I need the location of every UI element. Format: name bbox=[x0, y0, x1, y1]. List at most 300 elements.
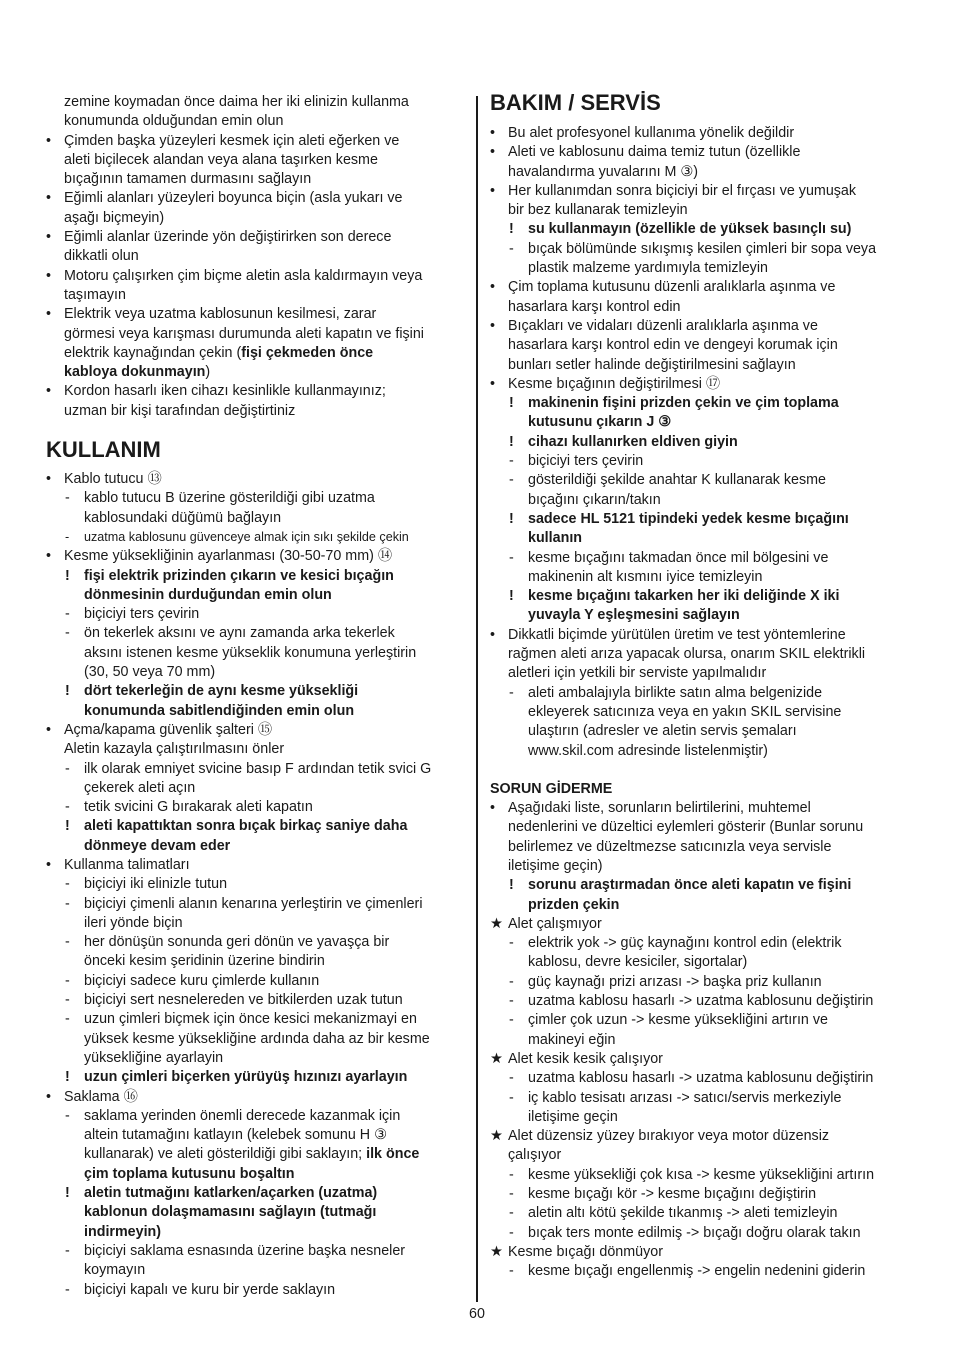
list-line bbox=[46, 267, 466, 286]
line-text: çim toplama kutusunu boşaltın bbox=[84, 1165, 295, 1182]
bullet-marker: • bbox=[46, 383, 52, 400]
line-text: aksını istenen kesme yükseklik konumuna yerleştirin bbox=[84, 644, 417, 661]
list-line bbox=[490, 220, 920, 239]
line-text: www.skil.com adresinde listelenmiştir) bbox=[528, 742, 768, 759]
line-text: çimler çok uzun -> kesme yüksekliğini artırın ve bbox=[528, 1012, 828, 1029]
dash-marker: - bbox=[65, 876, 70, 893]
line-text: ilk olarak emniyet svicine basıp F ardından tetik svici G bbox=[84, 760, 432, 777]
list-line bbox=[46, 624, 466, 643]
line-text: yuvayla Y eşleşmesini sağlayın bbox=[528, 607, 740, 624]
line-text: plastik malzeme yardımıyla temizleyin bbox=[528, 260, 768, 277]
line-text: çekerek aleti açın bbox=[84, 779, 196, 796]
bullet-marker: • bbox=[490, 279, 496, 296]
list-line bbox=[490, 626, 920, 645]
dash-marker: - bbox=[509, 1205, 514, 1222]
list-line bbox=[46, 856, 466, 875]
dash-marker: - bbox=[509, 549, 514, 566]
list-line bbox=[490, 124, 920, 143]
list-line bbox=[46, 952, 466, 971]
list-line bbox=[46, 1030, 466, 1049]
list-line bbox=[46, 528, 466, 547]
list-line bbox=[490, 529, 920, 548]
line-text: biçiciyi saklama esnasında üzerine başka nesneler bbox=[84, 1242, 406, 1259]
line-text: dönmeye devam eder bbox=[84, 837, 231, 854]
list-line bbox=[46, 151, 466, 170]
line-text: iletişime geçin) bbox=[508, 857, 603, 874]
line-text: Saklama ⑯ bbox=[64, 1088, 138, 1105]
list-line bbox=[490, 471, 920, 490]
list-line bbox=[46, 933, 466, 952]
list-line bbox=[46, 344, 466, 363]
bullet-marker: • bbox=[490, 144, 496, 161]
list-line bbox=[490, 992, 920, 1011]
list-line bbox=[490, 549, 920, 568]
list-line bbox=[46, 209, 466, 228]
list-line bbox=[46, 489, 466, 508]
list-line bbox=[46, 1281, 466, 1300]
dash-marker: - bbox=[65, 490, 70, 507]
bullet-marker: • bbox=[46, 548, 52, 565]
line-text: saklama yerinden önemli derecede kazanmak için bbox=[84, 1107, 401, 1124]
list-line bbox=[490, 1050, 920, 1069]
list-line bbox=[490, 915, 920, 934]
line-text: belirlemez ve düzeltmezse satıcınızla veya servisle bbox=[508, 838, 832, 855]
bullet-marker: • bbox=[46, 471, 52, 488]
line-text-tail: ) bbox=[205, 364, 211, 381]
list-line bbox=[490, 645, 920, 664]
line-text: Alet çalışmıyor bbox=[508, 915, 602, 932]
line-text: Alet düzensiz yüzey bırakıyor veya motor düzensiz bbox=[508, 1128, 830, 1145]
list-line bbox=[46, 1165, 466, 1184]
line-text: elektrik kaynağından çekin ( bbox=[64, 344, 242, 361]
list-line bbox=[46, 112, 466, 131]
section-heading-bakim-servis: BAKIM / SERVİS bbox=[490, 90, 661, 115]
list-line bbox=[46, 895, 466, 914]
line-text: sadece HL 5121 tipindeki yedek kesme bıçağını bbox=[528, 510, 849, 527]
line-text: kesme bıçağı kör -> kesme bıçağını değiştirin bbox=[528, 1186, 817, 1203]
list-line bbox=[490, 240, 920, 259]
line-text: rağmen aleti arıza yapacak olursa, onarım SKIL elektrikli bbox=[508, 646, 866, 663]
line-text: kablonun dolaşmamasını sağlayın (tutmağı bbox=[84, 1204, 377, 1221]
line-text: dikkatli olun bbox=[64, 248, 139, 265]
line-text: Bıçakları ve vidaları düzenli aralıklarla aşınma ve bbox=[508, 317, 818, 334]
line-text: tetik svicini G bırakarak aleti kapatın bbox=[84, 799, 313, 816]
line-text: Dikkatli biçimde yürütülen üretim ve test yöntemlerine bbox=[508, 626, 846, 643]
line-text: gösterildiği şekilde anahtar K kullanarak kesme bbox=[528, 472, 827, 489]
list-line bbox=[490, 433, 920, 452]
bullet-marker: • bbox=[46, 1088, 52, 1105]
warning-marker: ! bbox=[65, 818, 70, 835]
warning-marker: ! bbox=[509, 588, 514, 605]
line-text: bıçak bölümünde sıkışmış kesilen çimleri bir sopa veya bbox=[528, 240, 877, 257]
line-text: uzun çimleri biçmek için önce kesici mekanizmayi en bbox=[84, 1011, 417, 1028]
list-line bbox=[490, 1069, 920, 1088]
list-line bbox=[46, 798, 466, 817]
list-line bbox=[490, 896, 920, 915]
list-line bbox=[46, 402, 466, 421]
list-line bbox=[490, 568, 920, 587]
dash-marker: - bbox=[65, 1011, 70, 1028]
line-text: Aleti ve kablosunu daima temiz tutun (özellikle bbox=[508, 144, 801, 161]
list-line bbox=[490, 452, 920, 471]
list-line bbox=[490, 1146, 920, 1165]
list-line bbox=[46, 740, 466, 759]
line-text: uzatma kablosu hasarlı -> uzatma kablosunu değiştirin bbox=[528, 993, 874, 1010]
line-text: Her kullanımdan sonra biçiciyi bir el fırçası ve yumuşak bbox=[508, 182, 857, 199]
line-text: kesme yüksekliği çok kısa -> kesme yüksekliğini artırın bbox=[528, 1166, 875, 1183]
line-text: uzman bir kişi tarafından değiştirtiniz bbox=[64, 402, 296, 419]
line-text: Bu alet profesyonel kullanıma yönelik değildir bbox=[508, 125, 795, 141]
list-line bbox=[46, 170, 466, 189]
list-line bbox=[46, 972, 466, 991]
dash-marker: - bbox=[65, 606, 70, 623]
dash-marker: - bbox=[65, 972, 70, 989]
list-line bbox=[490, 1089, 920, 1108]
list-line bbox=[490, 1031, 920, 1050]
line-text: aşağı biçmeyin) bbox=[64, 209, 165, 226]
list-line bbox=[490, 298, 920, 317]
line-text: Çimden başka yüzeyleri kesmek için aleti eğerken ve bbox=[64, 132, 400, 149]
list-line bbox=[46, 567, 466, 586]
bullet-marker: • bbox=[46, 721, 52, 738]
line-text: bir bez kullanarak temizleyin bbox=[508, 202, 688, 219]
list-line bbox=[490, 182, 920, 201]
line-text: aletin altı kötü şekilde tıkanmış -> aleti temizleyin bbox=[528, 1205, 838, 1222]
line-text: indirmeyin) bbox=[84, 1223, 162, 1240]
dash-marker: - bbox=[65, 934, 70, 951]
line-text: yüksek kesme yüksekliğine ardında daha az bir kesme bbox=[84, 1030, 430, 1047]
list-line bbox=[490, 606, 920, 625]
list-line bbox=[490, 1204, 920, 1223]
bullet-marker: • bbox=[46, 132, 52, 149]
bakim-list bbox=[490, 124, 920, 761]
list-line bbox=[46, 1049, 466, 1068]
line-text: sorunu araştırmadan önce aleti kapatın ve fişini bbox=[528, 877, 852, 894]
line-text: Eğimli alanlar üzerinde yön değiştirirken son derece bbox=[64, 229, 392, 246]
line-text: Kordon hasarlı iken cihazı kesinlikle kullanmayınız; bbox=[64, 383, 386, 400]
list-line bbox=[46, 1126, 466, 1145]
line-text: makinenin alt kısmını iyice temizleyin bbox=[528, 568, 763, 585]
list-line bbox=[46, 1184, 466, 1203]
list-line bbox=[46, 586, 466, 605]
star-marker: ★ bbox=[490, 1050, 503, 1067]
section-heading-kullanim: KULLANIM bbox=[46, 437, 161, 463]
line-text: biçiciyi ters çevirin bbox=[528, 453, 644, 470]
bullet-marker: • bbox=[46, 306, 52, 323]
line-text: Kesme yüksekliğinin ayarlanması (30-50-70 mm) ⑭ bbox=[64, 548, 393, 565]
list-line bbox=[46, 875, 466, 894]
line-text: kablo tutucu B üzerine gösterildiği gibi uzatma bbox=[84, 490, 375, 507]
list-line bbox=[46, 286, 466, 305]
list-line bbox=[490, 1166, 920, 1185]
line-text: aleti ambalajıyla birlikte satın alma belgenizide bbox=[528, 684, 823, 701]
list-line bbox=[490, 722, 920, 741]
line-text: hasarlara karşı kontrol edin ve dengeyi korumak için bbox=[508, 337, 838, 354]
list-line bbox=[46, 382, 466, 401]
warning-marker: ! bbox=[509, 395, 514, 412]
list-line bbox=[46, 189, 466, 208]
list-line bbox=[490, 317, 920, 336]
list-line bbox=[490, 818, 920, 837]
line-text: iç kablo tesisatı arızası -> satıcı/servis merkeziyle bbox=[528, 1089, 842, 1106]
line-text: Elektrik veya uzatma kablosunun kesilmesi, zarar bbox=[64, 306, 377, 323]
star-marker: ★ bbox=[490, 915, 503, 932]
line-text-bold: ilk önce bbox=[366, 1146, 420, 1163]
line-text: Kesme bıçağı dönmüyor bbox=[508, 1243, 663, 1260]
line-text: hasarlara karşı kontrol edin bbox=[508, 298, 681, 315]
right-column bbox=[490, 91, 920, 1282]
list-line bbox=[46, 547, 466, 566]
list-line bbox=[490, 356, 920, 375]
list-line bbox=[46, 1010, 466, 1029]
dash-marker: - bbox=[65, 529, 70, 544]
line-text: uzun çimleri biçerken yürüyüş hızınızı ayarlayın bbox=[84, 1069, 408, 1086]
list-line bbox=[46, 1223, 466, 1242]
list-line bbox=[490, 587, 920, 606]
dash-marker: - bbox=[65, 1107, 70, 1124]
list-line bbox=[46, 132, 466, 151]
list-line bbox=[46, 991, 466, 1010]
line-text: Eğimli alanları yüzeyleri boyunca biçin (asla yukarı ve bbox=[64, 190, 403, 207]
list-line bbox=[46, 663, 466, 682]
list-line bbox=[490, 934, 920, 953]
list-line bbox=[490, 201, 920, 220]
dash-marker: - bbox=[509, 1186, 514, 1203]
dash-marker: - bbox=[509, 240, 514, 257]
list-line bbox=[490, 664, 920, 683]
dash-marker: - bbox=[65, 895, 70, 912]
line-text: uzatma kablosu hasarlı -> uzatma kablosunu değiştirin bbox=[528, 1070, 874, 1087]
line-text: çalışıyor bbox=[508, 1147, 562, 1164]
line-text: kablosundaki düğümü bağlayın bbox=[84, 509, 282, 526]
subheading-sorun-giderme: SORUN GİDERME bbox=[490, 780, 613, 797]
list-line bbox=[490, 1185, 920, 1204]
list-line bbox=[46, 1088, 466, 1107]
line-text: elektrik yok -> güç kaynağını kontrol edin (elektrik bbox=[528, 935, 842, 952]
list-line bbox=[46, 470, 466, 489]
line-text: taşımayın bbox=[64, 286, 126, 303]
line-text: Kesme bıçağının değiştirilmesi ⑰ bbox=[508, 375, 721, 392]
list-line bbox=[490, 684, 920, 703]
line-text: dönmesinin durduğundan emin olun bbox=[84, 586, 332, 603]
line-text: koymayın bbox=[84, 1262, 146, 1279]
star-marker: ★ bbox=[490, 1243, 503, 1260]
list-line bbox=[46, 325, 466, 344]
dash-marker: - bbox=[65, 760, 70, 777]
list-line bbox=[490, 799, 920, 818]
line-text: Kablo tutucu ⑬ bbox=[64, 471, 162, 488]
list-line bbox=[46, 363, 466, 382]
list-line bbox=[490, 857, 920, 876]
list-line bbox=[46, 1068, 466, 1087]
line-text: dört tekerleğin de aynı kesme yüksekliği bbox=[84, 683, 359, 700]
list-line bbox=[490, 163, 920, 182]
line-text: konumunda olduğundan emin olun bbox=[64, 113, 284, 130]
line-text: kutusunu çıkarın J ③ bbox=[528, 414, 672, 431]
line-text: ileri yönde biçin bbox=[84, 914, 183, 931]
line-text: aleti kapattıktan sonra bıçak birkaç saniye daha bbox=[84, 818, 408, 835]
dash-marker: - bbox=[509, 1263, 514, 1280]
line-text: (30, 50 veya 70 mm) bbox=[84, 664, 216, 681]
line-text: biçiciyi çimenli alanın kenarına yerleştirin ve çimenleri bbox=[84, 895, 423, 912]
line-text: ön tekerlek aksını ve aynı zamanda arka tekerlek bbox=[84, 625, 395, 642]
kullanim-list bbox=[46, 470, 466, 1300]
line-text: kablosu, devre kesiciler, sigortalar) bbox=[528, 954, 748, 971]
list-line bbox=[490, 703, 920, 722]
list-line bbox=[490, 143, 920, 162]
line-text: biçiciyi kapalı ve kuru bir yerde saklayın bbox=[84, 1281, 336, 1298]
bullet-marker: • bbox=[490, 125, 496, 141]
line-text: kabloya dokunmayın bbox=[64, 364, 206, 381]
dash-marker: - bbox=[509, 935, 514, 952]
line-text: kullanarak) ve aleti gösterildiği gibi saklayın; bbox=[84, 1146, 367, 1163]
line-text: ekleyerek satıcınıza veya en yakın SKIL servisine bbox=[528, 703, 842, 720]
bullet-marker: • bbox=[490, 317, 496, 334]
list-line bbox=[490, 259, 920, 278]
dash-marker: - bbox=[509, 993, 514, 1010]
line-text: biçiciyi sert nesnelereden ve bitkilerden uzak tutun bbox=[84, 992, 403, 1009]
bullet-marker: • bbox=[46, 229, 52, 246]
list-line bbox=[490, 413, 920, 432]
list-line bbox=[490, 491, 920, 510]
line-text: Açma/kapama güvenlik şalteri ⑮ bbox=[64, 721, 273, 738]
list-line bbox=[46, 779, 466, 798]
bullet-marker: • bbox=[490, 182, 496, 199]
list-line bbox=[490, 742, 920, 761]
dash-marker: - bbox=[65, 1242, 70, 1259]
list-line bbox=[46, 702, 466, 721]
list-line bbox=[490, 876, 920, 895]
line-text: makinenin fişini prizden çekin ve çim toplama bbox=[528, 395, 839, 412]
line-text: aletin tutmağını katlarken/açarken (uzatma) bbox=[84, 1185, 378, 1202]
dash-marker: - bbox=[509, 1224, 514, 1241]
line-text: Çim toplama kutusunu düzenli aralıklarla aşınma ve bbox=[508, 279, 836, 296]
list-line bbox=[490, 1108, 920, 1127]
warning-marker: ! bbox=[65, 1185, 70, 1202]
list-line bbox=[490, 1224, 920, 1243]
bullet-marker: • bbox=[46, 267, 52, 284]
line-text: su kullanmayın (özellikle de yüksek basınçlı su) bbox=[528, 221, 852, 238]
warning-marker: ! bbox=[509, 433, 514, 450]
line-text: bıçağını çıkarın/takın bbox=[528, 491, 661, 508]
dash-marker: - bbox=[509, 472, 514, 489]
list-line bbox=[46, 914, 466, 933]
warning-marker: ! bbox=[509, 510, 514, 527]
list-line bbox=[490, 1262, 920, 1281]
list-line bbox=[46, 228, 466, 247]
line-text: aleti biçilecek alandan veya alana taşırken kesme bbox=[64, 151, 378, 168]
bullet-marker: • bbox=[490, 800, 496, 817]
list-line bbox=[490, 375, 920, 394]
line-text: bıçak ters monte edilmiş -> bıçağı doğru olarak takın bbox=[528, 1224, 861, 1241]
dash-marker: - bbox=[509, 973, 514, 990]
dash-marker: - bbox=[509, 1012, 514, 1029]
dash-marker: - bbox=[509, 1166, 514, 1183]
list-line bbox=[490, 510, 920, 529]
bullet-marker: • bbox=[46, 190, 52, 207]
line-text: kesme bıçağı engellenmiş -> engelin nedenini giderin bbox=[528, 1263, 866, 1280]
left-intro-list bbox=[46, 93, 466, 421]
list-line bbox=[46, 760, 466, 779]
line-text: her dönüşün sonunda geri dönün ve yavaşça bir bbox=[84, 934, 390, 951]
list-line bbox=[46, 682, 466, 701]
line-text: Aşağıdaki liste, sorunların belirtilerini, muhtemel bbox=[508, 800, 811, 817]
line-text: biçiciyi iki elinizle tutun bbox=[84, 876, 228, 893]
line-text: nedenlerini ve düzeltici eylemleri gösterir (Bunlar sorunu bbox=[508, 819, 864, 836]
bullet-marker: • bbox=[490, 375, 496, 392]
line-text: iletişime geçin bbox=[528, 1108, 618, 1125]
list-line bbox=[490, 394, 920, 413]
list-line bbox=[46, 837, 466, 856]
line-text: Alet kesik kesik çalışıyor bbox=[508, 1050, 663, 1067]
line-text: konumunda sabitlendiğinden emin olun bbox=[84, 702, 355, 719]
list-line bbox=[490, 1011, 920, 1030]
dash-marker: - bbox=[65, 625, 70, 642]
line-text: görmesi veya karışması durumunda aleti kapatın ve fişini bbox=[64, 325, 424, 342]
line-text-bold: fişi çekmeden önce bbox=[241, 344, 374, 361]
line-text: zemine koymadan önce daima her iki elinizin kullanma bbox=[64, 94, 409, 110]
warning-marker: ! bbox=[509, 221, 514, 238]
list-line bbox=[490, 278, 920, 297]
line-text: güç kaynağı prizi arızası -> başka priz kullanın bbox=[528, 973, 822, 990]
list-line bbox=[46, 1261, 466, 1280]
line-text: kesme bıçağını takmadan önce mil bölgesini ve bbox=[528, 549, 829, 566]
warning-marker: ! bbox=[65, 567, 70, 584]
line-text: kullanın bbox=[528, 530, 583, 547]
list-line bbox=[490, 953, 920, 972]
line-text: bunları setler halinde değiştirilmesini sağlayın bbox=[508, 356, 796, 373]
line-text: Kullanma talimatları bbox=[64, 856, 190, 873]
warning-marker: ! bbox=[65, 683, 70, 700]
line-text: Aletin kazayla çalıştırılmasını önler bbox=[64, 741, 285, 758]
dash-marker: - bbox=[509, 684, 514, 701]
list-line bbox=[46, 644, 466, 663]
line-text: altein tutamağını katlayın (kelebek somunu H ③ bbox=[84, 1127, 387, 1144]
dash-marker: - bbox=[65, 799, 70, 816]
dash-marker: - bbox=[509, 1089, 514, 1106]
dash-marker: - bbox=[509, 453, 514, 470]
star-marker: ★ bbox=[490, 1128, 503, 1145]
line-text: ulaştırın (adresler ve aletin servis şemaları bbox=[528, 723, 797, 740]
line-text: makineyi eğin bbox=[528, 1031, 616, 1048]
list-line bbox=[490, 1243, 920, 1262]
list-line bbox=[46, 1203, 466, 1222]
list-line bbox=[46, 605, 466, 624]
sorun-giderme-list bbox=[490, 799, 920, 1281]
list-line bbox=[490, 838, 920, 857]
line-text: önceki kesim şeridinin üzerine bindirin bbox=[84, 953, 325, 970]
list-line bbox=[46, 1107, 466, 1126]
line-text: bıçağının tamamen durmasını sağlayın bbox=[64, 171, 312, 188]
list-line bbox=[46, 247, 466, 266]
line-text: Motoru çalışırken çim biçme aletin asla kaldırmayın veya bbox=[64, 267, 423, 284]
warning-marker: ! bbox=[65, 1069, 70, 1086]
line-text: uzatma kablosunu güvenceye almak için sıkı şekilde çekin bbox=[84, 529, 409, 544]
warning-marker: ! bbox=[509, 877, 514, 894]
line-text: havalandırma yuvalarını M ③) bbox=[508, 163, 699, 180]
bullet-marker: • bbox=[490, 626, 496, 643]
left-column bbox=[46, 93, 466, 1300]
list-line bbox=[46, 305, 466, 324]
bullet-marker: • bbox=[46, 856, 52, 873]
dash-marker: - bbox=[65, 1281, 70, 1298]
line-text: biçiciyi sadece kuru çimlerde kullanın bbox=[84, 972, 320, 989]
list-line bbox=[490, 973, 920, 992]
list-line bbox=[46, 817, 466, 836]
dash-marker: - bbox=[509, 1070, 514, 1087]
list-line bbox=[46, 721, 466, 740]
dash-marker: - bbox=[65, 992, 70, 1009]
